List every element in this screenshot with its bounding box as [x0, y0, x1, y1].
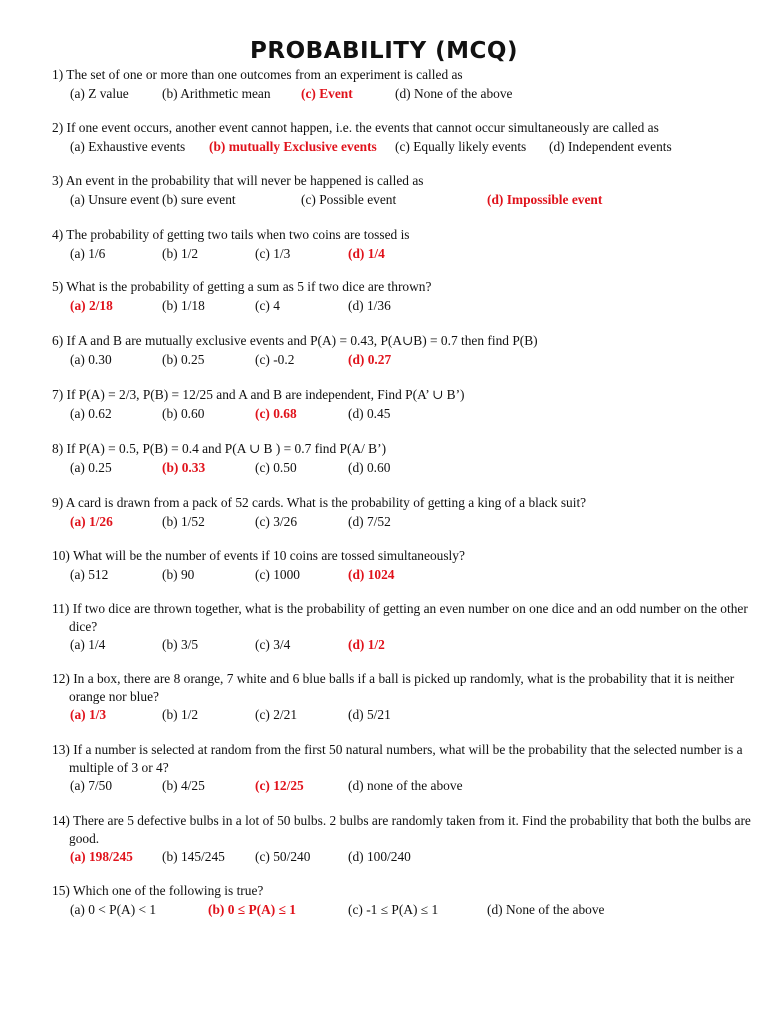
option-c: (c) -0.2: [255, 351, 295, 367]
option-b: (b) 3/5: [162, 637, 199, 652]
option-b: (b) 1/2: [162, 245, 199, 261]
option-c: (c) -1 ≤ P(A) ≤ 1: [348, 901, 439, 917]
option-d: (d) None of the above: [395, 85, 513, 101]
options-row: [52, 459, 752, 477]
options-row: [52, 901, 752, 919]
option-b: (b) 0.60: [162, 405, 205, 421]
option-c-correct-answer: (c) 0.68: [255, 405, 297, 421]
option-d: (d) 7/52: [348, 513, 391, 529]
question-text: 9) A card is drawn from a pack of 52 cards. What is the probability of getting a king of a black suit?: [52, 495, 587, 510]
option-a: (a) 1/4: [70, 637, 106, 652]
page-title: PROBABILITY (MCQ): [250, 38, 518, 64]
option-b-correct-answer: (b) mutually Exclusive events: [209, 138, 377, 154]
option-c: (c) 3/26: [255, 513, 298, 529]
question-text: 7) If P(A) = 2/3, P(B) = 12/25 and A and B are independent, Find P(A’ ∪ B’): [52, 387, 465, 402]
option-a: (a) Z value: [70, 85, 129, 101]
options-row: [52, 245, 752, 263]
option-c: (c) Equally likely events: [395, 138, 527, 154]
options-row: [52, 706, 752, 724]
question-text: 14) There are 5 defective bulbs in a lot of 50 bulbs. 2 bulbs are randomly taken from it. Find the probability that both the bulbs are good.: [52, 813, 751, 846]
question-text: 12) In a box, there are 8 orange, 7 white and 6 blue balls if a ball is picked up randomly, what is the probability that it is neither orange nor blue?: [52, 671, 735, 704]
option-d: (d) 100/240: [348, 849, 411, 864]
option-b: (b) sure event: [162, 191, 236, 207]
option-c: (c) 3/4: [255, 637, 291, 652]
option-a: (a) 512: [70, 566, 109, 582]
options-row: [52, 848, 752, 866]
options-row: [52, 191, 752, 209]
options-row: [52, 351, 752, 369]
question-text: 10) What will be the number of events if 10 coins are tossed simultaneously?: [52, 548, 465, 563]
options-row: [52, 777, 752, 795]
question-15: [52, 882, 752, 919]
option-c-correct-answer: (c) Event: [301, 85, 353, 101]
option-b: (b) 90: [162, 566, 195, 582]
option-a: (a) 0.62: [70, 405, 112, 421]
question-text: 1) The set of one or more than one outcomes from an experiment is called as: [52, 67, 463, 82]
options-row: [52, 85, 752, 103]
option-a: (a) Exhaustive events: [70, 138, 186, 154]
option-b: (b) 4/25: [162, 778, 205, 793]
option-d-correct-answer: (d) 0.27: [348, 351, 392, 367]
option-d-correct-answer: (d) Impossible event: [487, 191, 603, 207]
option-a: (a) 7/50: [70, 778, 113, 793]
options-row: [52, 513, 752, 531]
question-11: [52, 600, 752, 654]
question-13: [52, 741, 752, 795]
question-text: 2) If one event occurs, another event cannot happen, i.e. the events that cannot occur simultaneously are called as: [52, 120, 659, 135]
option-d-correct-answer: (d) 1/2: [348, 637, 385, 652]
question-text: 4) The probability of getting two tails when two coins are tossed is: [52, 227, 410, 242]
option-b: (b) 1/52: [162, 513, 205, 529]
option-b: (b) 1/18: [162, 297, 205, 313]
options-row: [52, 636, 752, 654]
option-b: (b) 0.25: [162, 351, 205, 367]
option-d: (d) 0.45: [348, 405, 391, 421]
question-8: [52, 440, 752, 477]
question-text: 6) If A and B are mutually exclusive events and P(A) = 0.43, P(A∪B) = 0.7 then find P(B): [52, 333, 538, 348]
question-2: [52, 119, 752, 156]
option-b: (b) 145/245: [162, 849, 225, 864]
question-4: [52, 226, 752, 263]
option-c: (c) 1/3: [255, 245, 291, 261]
question-12: [52, 670, 752, 724]
option-a: (a) 0.25: [70, 459, 112, 475]
option-d: (d) 5/21: [348, 707, 391, 722]
question-9: [52, 494, 752, 531]
option-a-correct-answer: (a) 198/245: [70, 849, 133, 864]
option-c: (c) 0.50: [255, 459, 297, 475]
question-text: 5) What is the probability of getting a sum as 5 if two dice are thrown?: [52, 279, 432, 294]
option-d-correct-answer: (d) 1/4: [348, 245, 385, 261]
question-text: 3) An event in the probability that will never be happened is called as: [52, 173, 424, 188]
option-b: (b) 1/2: [162, 707, 199, 722]
option-c-correct-answer: (c) 12/25: [255, 778, 304, 793]
option-d-correct-answer: (d) 1024: [348, 566, 395, 582]
option-a-correct-answer: (a) 2/18: [70, 297, 113, 313]
question-5: [52, 278, 752, 315]
option-a: (a) 1/6: [70, 245, 106, 261]
options-row: [52, 405, 752, 423]
option-d: (d) None of the above: [487, 901, 605, 917]
question-6: [52, 332, 752, 369]
option-c: (c) 2/21: [255, 707, 298, 722]
options-row: [52, 566, 752, 584]
question-text: 13) If a number is selected at random from the first 50 natural numbers, what will be the probability that the selected number is a multiple of 3 or 4?: [52, 742, 743, 775]
question-7: [52, 386, 752, 423]
option-a: (a) 0.30: [70, 351, 112, 367]
question-text: 11) If two dice are thrown together, what is the probability of getting an even number on one dice and an odd number on the other dice?: [52, 601, 748, 634]
option-c: (c) Possible event: [301, 191, 397, 207]
option-d: (d) Independent events: [549, 138, 672, 154]
question-1: [52, 66, 752, 103]
question-3: [52, 172, 752, 209]
option-c: (c) 4: [255, 297, 280, 313]
option-b-correct-answer: (b) 0.33: [162, 459, 206, 475]
options-row: [52, 138, 752, 156]
option-a: (a) 0 < P(A) < 1: [70, 901, 157, 917]
option-b: (b) Arithmetic mean: [162, 85, 271, 101]
option-d: (d) 1/36: [348, 297, 391, 313]
option-c: (c) 50/240: [255, 849, 311, 864]
options-row: [52, 297, 752, 315]
question-10: [52, 547, 752, 584]
option-a-correct-answer: (a) 1/3: [70, 707, 107, 722]
option-c: (c) 1000: [255, 566, 300, 582]
option-b-correct-answer: (b) 0 ≤ P(A) ≤ 1: [208, 901, 296, 917]
question-14: [52, 812, 752, 866]
option-d: (d) none of the above: [348, 778, 463, 793]
question-text: 8) If P(A) = 0.5, P(B) = 0.4 and P(A ∪ B ) = 0.7 find P(A/ B’): [52, 441, 387, 456]
option-d: (d) 0.60: [348, 459, 391, 475]
question-text: 15) Which one of the following is true?: [52, 883, 264, 898]
option-a-correct-answer: (a) 1/26: [70, 513, 113, 529]
option-a: (a) Unsure event: [70, 191, 160, 207]
